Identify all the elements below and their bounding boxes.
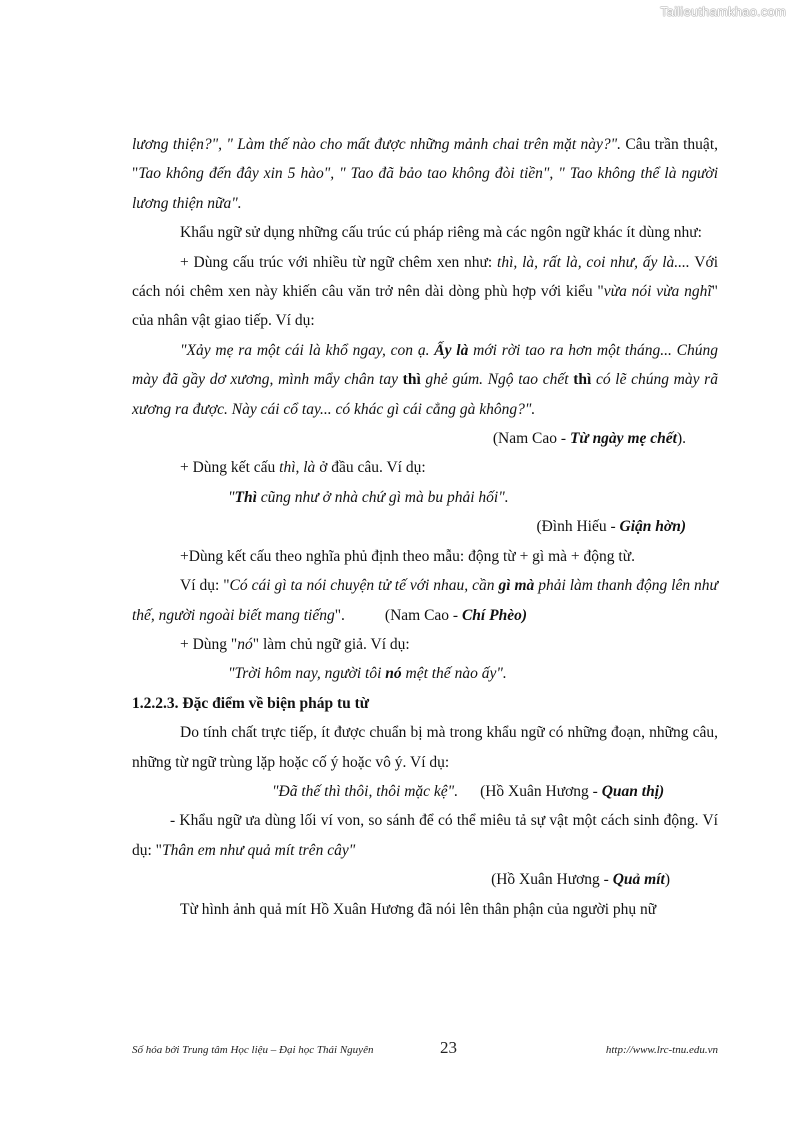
quote: "Đã thế thì thôi, thôi mặc kệ". (Hồ Xuân Hương - Quan thị) (272, 782, 665, 800)
quote: "Xảy mẹ ra một cái là khổ ngay, con ạ. Ấy là mới rời tao ra hơn một tháng... Chúng mày đã gầy dơ xương, mình mẩy chân tay thì ghẻ gúm. Ngộ tao chết thì có lẽ chúng mày rã xương ra được. Này cái cổ tay... có khác gì cái cẳng gà không?". (132, 341, 718, 418)
citation: (Nam Cao - Từ ngày mẹ chết). (492, 430, 686, 448)
quote: "Thì cũng như ở nhà chứ gì mà bu phải hối". (228, 488, 509, 506)
page-number: 23 (440, 1038, 457, 1057)
paragraph: + Dùng cấu trúc với nhiều từ ngữ chêm xen như: thì, là, rất là, coi như, ấy là.... Với cách nói chêm xen này khiến câu văn trở nên dài dòng phù hợp với kiểu "vừa nói vừa nghĩ" của nhân vật giao tiếp. Ví dụ: (132, 253, 719, 330)
paragraph: Do tính chất trực tiếp, ít được chuẩn bị mà trong khẩu ngữ có những đoạn, những câu, những từ ngữ trùng lặp hoặc cố ý hoặc vô ý. Ví dụ: (132, 724, 718, 771)
page-body (132, 130, 718, 924)
paragraph: lương thiện?", " Làm thế nào cho mất được những mảnh chai trên mặt này?". Câu trần thuật, "Tao không đến đây xin 5 hào", " Tao đã bảo tao không đòi tiền", " Tao không thể là người lương thiện nữa". (132, 136, 718, 212)
watermark: Tailieuthamkhao.com (660, 4, 786, 19)
paragraph: + Dùng "nó" làm chủ ngữ giả. Ví dụ: (180, 635, 410, 653)
quote: "Trời hôm nay, người tôi nó mệt thế nào ấy". (228, 665, 507, 683)
section-heading: 1.2.2.3. Đặc điểm về biện pháp tu từ (132, 694, 370, 712)
paragraph: - Khẩu ngữ ưa dùng lối ví von, so sánh để có thể miêu tả sự vật một cách sinh động. Ví dụ: "Thân em như quả mít trên cây" (132, 812, 718, 859)
citation: (Đình Hiếu - Giận hờn) (536, 518, 686, 536)
paragraph: Ví dụ: "Có cái gì ta nói chuyện tử tế với nhau, cần gì mà phải làm thanh động lên như thế, người ngoài biết mang tiếng". (Nam Cao - Chí Phèo) (132, 577, 718, 624)
footer-url: http://www.lrc-tnu.edu.vn (605, 1044, 718, 1056)
citation: (Hồ Xuân Hương - Quả mít) (491, 871, 670, 889)
paragraph: Khẩu ngữ sử dụng những cấu trúc cú pháp riêng mà các ngôn ngữ khác ít dùng như: (180, 224, 702, 242)
paragraph: +Dùng kết cấu theo nghĩa phủ định theo mẫu: động từ + gì mà + động từ. (180, 547, 636, 565)
paragraph: Từ hình ảnh quả mít Hồ Xuân Hương đã nói lên thân phận của người phụ nữ (180, 900, 657, 918)
paragraph: + Dùng kết cấu thì, là ở đầu câu. Ví dụ: (180, 459, 426, 477)
footer-source: Số hóa bởi Trung tâm Học liệu – Đại học Thái Nguyên (132, 1044, 374, 1056)
